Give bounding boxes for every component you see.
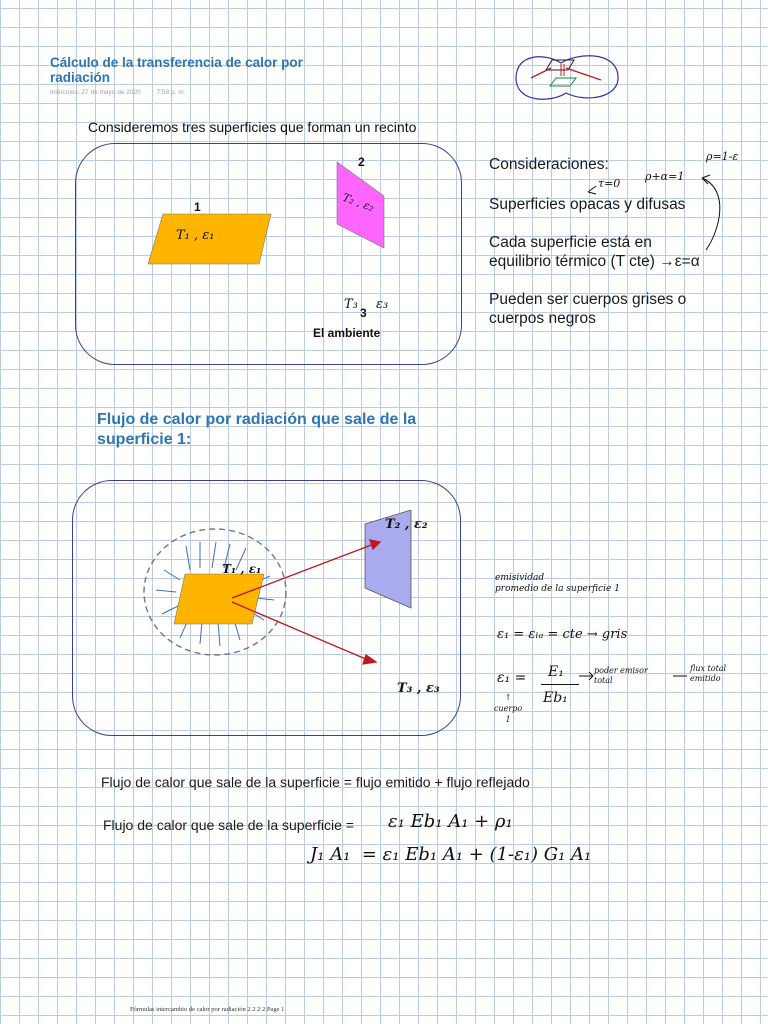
surface2-label: T₂ , ε₂ bbox=[340, 190, 376, 215]
surface3-number: 3 bbox=[360, 306, 367, 320]
surface3-t: T₃ bbox=[344, 297, 358, 312]
page-meta bbox=[50, 89, 199, 96]
eq-e1-den: Eb₁ bbox=[543, 690, 568, 706]
considerations-title: Consideraciones: bbox=[489, 156, 609, 173]
section2-heading: Flujo de calor por radiación que sale de la superficie 1: bbox=[97, 411, 417, 448]
note-cuerpo: ↑ cuerpo 1 bbox=[494, 693, 523, 724]
diagram2-shapes bbox=[140, 510, 430, 710]
equation-line-2-hand: ε₁ Eb₁ A₁ + ρ₁ bbox=[388, 811, 513, 832]
page-date: miércoles, 27 de mayo de 2020 bbox=[50, 89, 141, 96]
note-poder-emisor: poder emisor total bbox=[594, 666, 648, 685]
page-time: 7:58 p. m. bbox=[156, 89, 186, 96]
eq-e1-num: E₁ bbox=[548, 664, 564, 680]
consideration-item-1: Superficies opacas y difusas bbox=[489, 196, 686, 213]
eq-gris: ε₁ = εₗₐ = cte → gris bbox=[497, 627, 628, 642]
page-footer: Fórmulas intercambio de calor por radiación 2 2 2 2 Page 1 bbox=[130, 1006, 285, 1013]
surface1-label: T₁ , ε₁ bbox=[176, 228, 215, 243]
equation-line-3-hand: J₁ A₁ = ε₁ Eb₁ A₁ + (1-ε₁) G₁ A₁ bbox=[310, 844, 592, 865]
section2-surface3-label: T₃ , ε₃ bbox=[397, 681, 440, 696]
note-arrows-2 bbox=[575, 664, 695, 694]
diagram1-heading: Consideremos tres superficies que forman un recinto bbox=[88, 119, 417, 135]
eq-e1-lhs: ε₁ = bbox=[497, 670, 527, 686]
note-rho-alpha: ρ+α=1 bbox=[645, 170, 685, 183]
emissivity-label: emisividad promedio de la superficie 1 bbox=[495, 573, 620, 594]
section2-surface1-label: T₁ , ε₁ bbox=[222, 562, 262, 576]
surface1-number: 1 bbox=[194, 200, 201, 214]
page-title: Cálculo de la transferencia de calor por radiación bbox=[50, 55, 303, 85]
note-flux-total: flux total emitido bbox=[690, 664, 727, 683]
surface3-e: ε₃ bbox=[376, 297, 389, 312]
surface-1-flux bbox=[174, 574, 264, 624]
surface2-number: 2 bbox=[358, 155, 365, 169]
ambient-label: El ambiente bbox=[313, 326, 381, 340]
diagram1-shapes bbox=[140, 150, 390, 270]
note-rho: ρ=1-ε bbox=[706, 150, 739, 163]
equation-line-2-text: Flujo de calor que sale de la superficie = bbox=[103, 817, 354, 833]
consideration-item-3: Pueden ser cuerpos grises o cuerpos negros bbox=[489, 291, 687, 327]
section2-surface2-label: T₂ , ε₂ bbox=[385, 517, 428, 532]
note-tau: τ=0 bbox=[598, 177, 621, 190]
corner-sketch bbox=[506, 48, 626, 108]
consideration-item-2: Cada superficie está en equilibrio térmico (T cte) →ε=α bbox=[489, 234, 700, 270]
equation-line-1: Flujo de calor que sale de la superficie = flujo emitido + flujo reflejado bbox=[101, 774, 530, 790]
fraction-bar bbox=[541, 684, 579, 685]
note-arrows bbox=[580, 170, 730, 260]
